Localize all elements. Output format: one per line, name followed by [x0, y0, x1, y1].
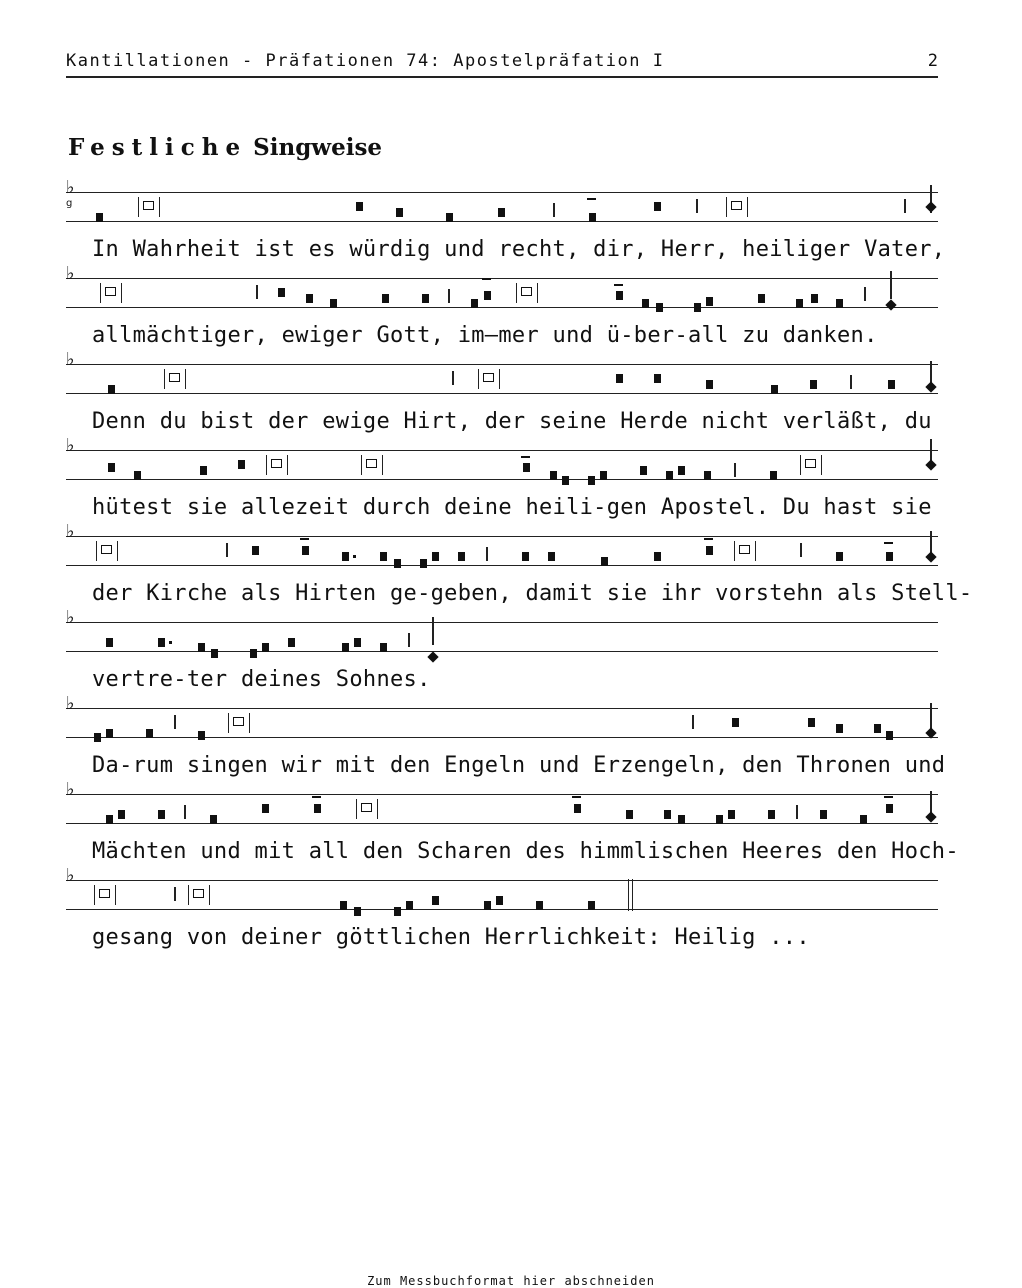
lyric-line: In Wahrheit ist es würdig und recht, dir, Herr, heiliger Vater,: [92, 237, 946, 262]
neume-note: [836, 724, 843, 733]
neume-note: [589, 213, 596, 222]
neume-note: [302, 546, 309, 555]
neume-note: [574, 804, 581, 813]
neume-note: [523, 463, 530, 472]
division-mark: [904, 199, 906, 213]
neume-note: [768, 810, 775, 819]
flat-sign: ♭: [66, 435, 75, 456]
neume-note: [158, 810, 165, 819]
neume-note: [498, 208, 505, 217]
neume-note: [654, 202, 661, 211]
neume-note: [394, 907, 401, 916]
recitation-box: [164, 369, 186, 389]
division-mark: [448, 289, 450, 303]
neume-note: [262, 643, 269, 652]
neume-note: [106, 638, 113, 647]
neume-note: [330, 299, 337, 308]
tenuto-mark: [884, 796, 893, 798]
neume-note: [860, 815, 867, 824]
lyric-line: vertre-ter deines Sohnes.: [92, 667, 431, 692]
neume-note: [616, 374, 623, 383]
neume-note: [306, 294, 313, 303]
division-mark: [184, 805, 186, 819]
neume-note: [314, 804, 321, 813]
final-note: [925, 551, 936, 562]
division-mark: [864, 287, 866, 301]
end-bar: [432, 617, 434, 645]
division-mark: [408, 633, 410, 647]
lyric-line: allmächtiger, ewiger Gott, im—mer und ü-ber-all zu danken.: [92, 323, 878, 348]
flat-sign: ♭: [66, 349, 75, 370]
neume-note: [550, 471, 557, 480]
section-title: [68, 134, 382, 161]
neume-note: [601, 557, 608, 566]
neume-note: [522, 552, 529, 561]
neume-note: [771, 385, 778, 394]
tenuto-mark: [572, 796, 581, 798]
neume-note: [340, 901, 347, 910]
neume-note: [471, 299, 478, 308]
neume-note: [626, 810, 633, 819]
neume-note: [796, 299, 803, 308]
lyric-line: hütest sie allezeit durch deine heili-gen Apostel. Du hast sie: [92, 495, 932, 520]
division-mark: [696, 199, 698, 213]
division-mark: [734, 463, 736, 477]
tenuto-mark: [884, 542, 893, 544]
neume-note: [562, 476, 569, 485]
division-mark: [692, 715, 694, 729]
flat-sign: ♭: [66, 177, 75, 198]
final-note: [925, 459, 936, 470]
final-note: [925, 727, 936, 738]
neume-note: [380, 552, 387, 561]
flat-sign: ♭: [66, 779, 75, 800]
recitation-box: [516, 283, 538, 303]
neume-note: [200, 466, 207, 475]
lyric-line: Mächten und mit all den Scharen des himmlischen Heeres den Hoch-: [92, 839, 959, 864]
neume-note: [706, 297, 713, 306]
neume-note: [108, 463, 115, 472]
neume-note: [654, 374, 661, 383]
recitation-box: [726, 197, 748, 217]
neume-note: [198, 731, 205, 740]
neume-note: [354, 638, 361, 647]
neume-note: [354, 907, 361, 916]
music-staff: [66, 865, 938, 910]
tenuto-mark: [300, 538, 309, 540]
final-note: [427, 651, 438, 662]
neume-note: [134, 471, 141, 480]
neume-note: [732, 718, 739, 727]
tenuto-mark: [312, 796, 321, 798]
cut-instruction: Zum Messbuchformat hier abschneiden: [367, 1274, 655, 1288]
neume-note-dotted: [158, 638, 165, 647]
neume-note: [706, 380, 713, 389]
neume-note: [198, 643, 205, 652]
neume-note: [484, 291, 491, 300]
flat-sign: ♭: [66, 693, 75, 714]
neume-note: [808, 718, 815, 727]
neume-note: [836, 552, 843, 561]
music-staff: [66, 177, 938, 222]
neume-note: [382, 294, 389, 303]
neume-note: [106, 729, 113, 738]
neume-note: [342, 643, 349, 652]
neume-note: [96, 213, 103, 222]
recitation-box: [800, 455, 822, 475]
recitation-box: [94, 885, 116, 905]
neume-note: [396, 208, 403, 217]
neume-note: [210, 815, 217, 824]
neume-note: [278, 288, 285, 297]
recitation-box: [361, 455, 383, 475]
tenuto-mark: [614, 284, 623, 286]
neume-note: [548, 552, 555, 561]
music-staff: [66, 779, 938, 824]
tenuto-mark: [587, 198, 596, 200]
tenuto-mark: [704, 538, 713, 540]
final-note: [885, 299, 896, 310]
division-mark: [226, 543, 228, 557]
neume-note: [394, 559, 401, 568]
division-mark: [800, 543, 802, 557]
recitation-box: [478, 369, 500, 389]
neume-note: [888, 380, 895, 389]
division-mark: [486, 547, 488, 561]
neume-note: [810, 380, 817, 389]
neume-note: [600, 471, 607, 480]
neume-note: [886, 731, 893, 740]
neume-note: [446, 213, 453, 222]
neume-note: [356, 202, 363, 211]
neume-note: [770, 471, 777, 480]
final-note: [925, 811, 936, 822]
neume-note: [484, 901, 491, 910]
page-number: 2: [927, 51, 938, 71]
neume-note: [252, 546, 259, 555]
music-staff: [66, 263, 938, 308]
music-staff: [66, 349, 938, 394]
lyric-line: Denn du bist der ewige Hirt, der seine Herde nicht verläßt, du: [92, 409, 932, 434]
neume-note: [238, 460, 245, 469]
neume-note-dotted: [342, 552, 349, 561]
neume-note: [496, 896, 503, 905]
neume-note: [820, 810, 827, 819]
neume-note: [886, 804, 893, 813]
neume-note: [146, 729, 153, 738]
neume-note: [642, 299, 649, 308]
neume-note: [108, 385, 115, 394]
neume-note: [654, 552, 661, 561]
tenuto-mark: [521, 456, 530, 458]
neume-note: [94, 733, 101, 742]
recitation-box: [96, 541, 118, 561]
recitation-box: [356, 799, 378, 819]
music-staff: [66, 693, 938, 738]
page-header: [66, 50, 938, 78]
lyric-line: gesang von deiner göttlichen Herrlichkeit: Heilig ...: [92, 925, 810, 950]
neume-note: [262, 804, 269, 813]
final-note: [925, 201, 936, 212]
music-staff: [66, 521, 938, 566]
neume-note: [588, 901, 595, 910]
neume-note: [422, 294, 429, 303]
header-title: Kantillationen - Präfationen 74: Apostelpräfation I: [66, 51, 665, 71]
division-mark: [850, 375, 852, 389]
neume-note: [704, 471, 711, 480]
neume-note: [836, 299, 843, 308]
neume-note: [106, 815, 113, 824]
section-title-spaced: Festliche: [68, 134, 248, 161]
neume-note: [588, 476, 595, 485]
neume-note: [758, 294, 765, 303]
end-bar: [890, 271, 892, 299]
division-mark: [553, 203, 555, 217]
neume-note: [886, 552, 893, 561]
neume-note: [706, 546, 713, 555]
neume-note: [678, 466, 685, 475]
lyric-line: Da-rum singen wir mit den Engeln und Erzengeln, den Thronen und: [92, 753, 946, 778]
flat-sign: ♭: [66, 607, 75, 628]
neume-note: [432, 552, 439, 561]
music-staff: [66, 435, 938, 480]
recitation-box: [266, 455, 288, 475]
neume-note: [420, 559, 427, 568]
division-mark: [796, 805, 798, 819]
neume-note: [118, 810, 125, 819]
flat-sign: ♭: [66, 865, 75, 886]
recitation-box: [188, 885, 210, 905]
division-mark: [174, 715, 176, 729]
recitation-box: [734, 541, 756, 561]
neume-note: [250, 649, 257, 658]
flat-sign: ♭: [66, 521, 75, 542]
neume-note: [664, 810, 671, 819]
clef-sign: g: [66, 198, 73, 209]
lyric-line: der Kirche als Hirten ge-geben, damit sie ihr vorstehn als Stell-: [92, 581, 973, 606]
neume-note: [380, 643, 387, 652]
division-mark: [174, 887, 176, 901]
neume-note: [728, 810, 735, 819]
final-double-bar: [628, 879, 633, 911]
recitation-box: [100, 283, 122, 303]
tenuto-mark: [482, 278, 491, 280]
neume-note: [288, 638, 295, 647]
music-staff: [66, 607, 938, 652]
neume-note: [811, 294, 818, 303]
section-title-rest: Singweise: [253, 134, 383, 161]
neume-note: [666, 471, 673, 480]
flat-sign: ♭: [66, 263, 75, 284]
neume-note: [694, 303, 701, 312]
neume-note: [211, 649, 218, 658]
recitation-box: [228, 713, 250, 733]
division-mark: [256, 285, 258, 299]
neume-note: [536, 901, 543, 910]
recitation-box: [138, 197, 160, 217]
neume-note: [432, 896, 439, 905]
neume-note: [458, 552, 465, 561]
neume-note: [678, 815, 685, 824]
neume-note: [716, 815, 723, 824]
final-note: [925, 381, 936, 392]
neume-note: [406, 901, 413, 910]
division-mark: [452, 371, 454, 385]
neume-note: [616, 291, 623, 300]
neume-note: [874, 724, 881, 733]
neume-note: [640, 466, 647, 475]
neume-note: [656, 303, 663, 312]
